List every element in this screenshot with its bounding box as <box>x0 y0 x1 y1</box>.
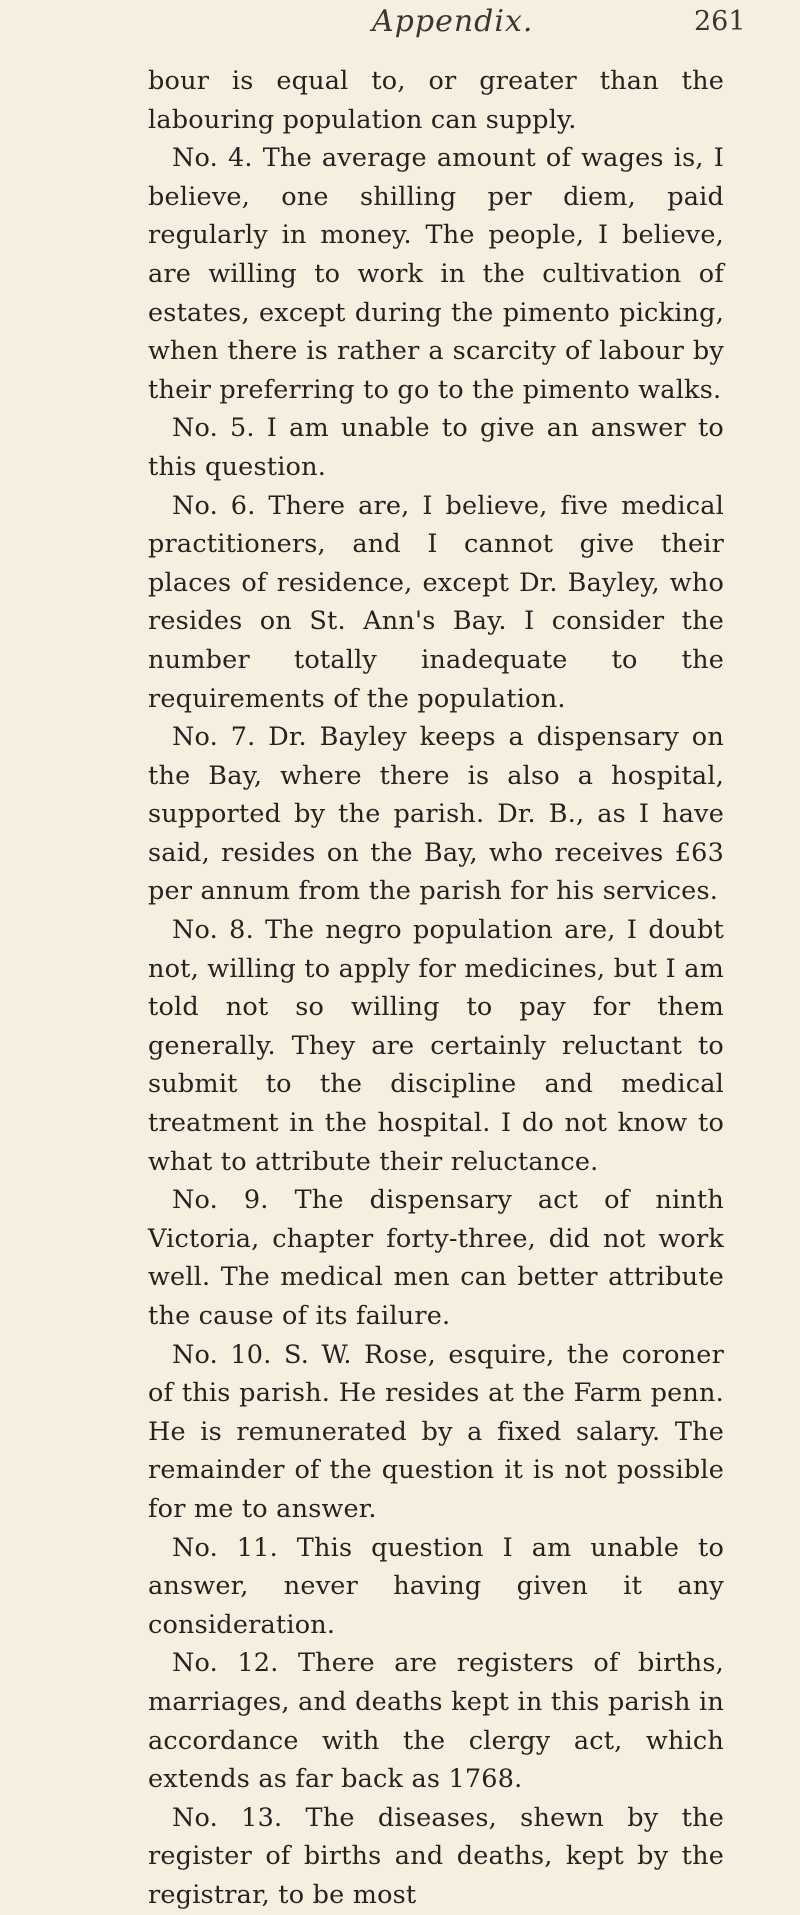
paragraph-answer-4: No. 4. The average amount of wages is, I believe, one shilling per diem, paid regularly in money. The people, I believe, are willing to work in the cultivation of estates, except during the pimento picking, when there is rather a scarcity of labour by their preferring to go to the pimento walks. <box>148 143 724 405</box>
paragraph-continuation: bour is equal to, or greater than the labouring population can supply. <box>148 66 724 135</box>
paragraph-answer-12: No. 12. There are registers of births, marriages, and deaths kept in this parish in accordance with the clergy act, which extends as far back as 1768. <box>148 1648 724 1795</box>
paragraph-answer-8: No. 8. The negro population are, I doubt not, willing to apply for medicines, but I am told not so willing to pay for them generally. They are certainly reluctant to submit to the discipline and medical treatment in the hospital. I do not know to what to attribute their reluctance. <box>148 915 724 1177</box>
paragraph-answer-5: No. 5. I am unable to give an answer to this question. <box>148 413 724 482</box>
page-number: 261 <box>694 6 746 37</box>
paragraph-answer-7: No. 7. Dr. Bayley keeps a dispensary on the Bay, where there is also a hospital, supported by the parish. Dr. B., as I have said, resides on the Bay, who receives £63 per annum from the parish for his services. <box>148 722 724 907</box>
paragraph-answer-11: No. 11. This question I am unable to answer, never having given it any consideration. <box>148 1532 724 1640</box>
body-text <box>148 62 724 1915</box>
paragraph-answer-6: No. 6. There are, I believe, five medical practitioners, and I cannot give their places of residence, except Dr. Bayley, who resides on St. Ann's Bay. I consider the number totally inadequate to the requirements of the population. <box>148 490 724 714</box>
paragraph-answer-10: No. 10. S. W. Rose, esquire, the coroner of this parish. He resides at the Farm penn. He is remunerated by a fixed salary. The remainder of the question it is not possible for me to answer. <box>148 1339 724 1524</box>
page-header <box>0 0 800 62</box>
paragraph-answer-9: No. 9. The dispensary act of ninth Victoria, chapter forty-three, did not work well. The medical men can better attribute the cause of its failure. <box>148 1185 724 1331</box>
paragraph-answer-13: No. 13. The diseases, shewn by the register of births and deaths, kept by the registrar, to be most <box>148 1802 724 1910</box>
running-title: Appendix. <box>372 4 534 39</box>
